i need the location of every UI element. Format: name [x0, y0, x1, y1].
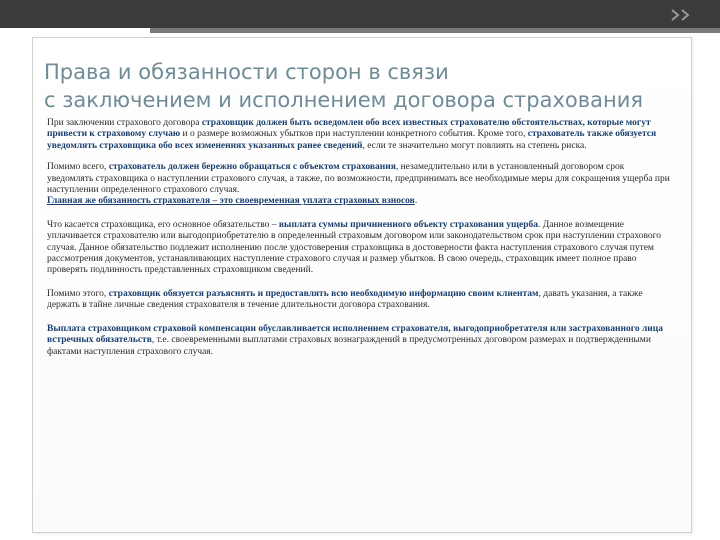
paragraph-text: Помимо всего, [47, 162, 109, 173]
paragraph [47, 162, 671, 208]
paragraph-text: , т.е. своевременными выплатами страховых вознаграждений в предусмотренных договором размерах и подтвержденными фактами наступления страхового случая. [47, 335, 651, 357]
highlighted-text: страхователь должен бережно обращаться с объектом страхования [108, 162, 396, 173]
slide-body [47, 118, 671, 370]
paragraph-text: , если те значительно могут повлиять на степень риска. [362, 140, 587, 151]
highlighted-text: страховщик обязуется разъяснять и предоставлять всю необходимую информацию своим клиентам [108, 288, 539, 299]
paragraph-text: При заключении страхового договора [47, 118, 202, 128]
highlighted-text: Выплата страховщиком страховой компенсации обуславливается исполнением страхователя, выгодоприобретателя или застрахованного лица встречных обязательств [47, 323, 663, 346]
highlighted-text: страховщик должен быть осведомлен обо всех известных страхователю обстоятельствах, которые могут привести к страховому случаю [47, 118, 651, 140]
paragraph [47, 324, 671, 358]
paragraph [47, 220, 671, 277]
top-bar [0, 0, 720, 28]
slide-title [44, 58, 684, 114]
paragraph-text: и о размере возможных убытков при наступлении конкретного события. Кроме того, [180, 129, 528, 140]
paragraph-text: Что касается страховщика, его основное обязательство – [47, 219, 279, 230]
slide-title-line-1: Права и обязанности сторон в связи [44, 60, 449, 84]
paragraph-text: Помимо этого, [47, 288, 109, 299]
paragraph-text: . [414, 196, 418, 207]
paragraph-text: , давать указания, а также держать в тайне личные сведения страхователя в течение длительности договора страхования. [47, 288, 643, 311]
highlighted-text: Главная же обязанность страхователя – это своевременная уплата страховых взносов [47, 196, 415, 207]
slide-title-line-2: с заключением и исполнением договора страхования [44, 88, 644, 112]
paragraph [47, 289, 671, 312]
top-bar-accent [150, 28, 720, 33]
highlighted-text: страхователь также обязуется уведомлять страховщика обо всех изменениях указанных ранее сведений [47, 129, 657, 151]
chevron-decoration-icon [668, 7, 708, 23]
paragraph [47, 118, 671, 152]
paragraph-text: . Данное возмещение уплачивается страхователю или выгодоприобретателю в определенный страховым договором или законодательством срок при наступлении страхового случая. Данное обязательство подлежит исполнению после удостоверения страховщика в достоверности факта наступления страхового случая путем рассмотрения документов, устанавливающих наступление страхового случая и размер убытков. В свою очередь, страховщик имеет полное право проверять подлинность представленных страховщиком сведений. [47, 219, 662, 276]
highlighted-text: выплата суммы причиненного объекту страхования ущерба [278, 219, 538, 230]
paragraph-text: , незамедлительно или в установленный договором срок уведомлять страховщика о наступлении страхового случая, а также, по возможности, предпринимать все необходимые меры для сокращения ущерба при наступлении определенного страхового случая. [47, 162, 670, 196]
